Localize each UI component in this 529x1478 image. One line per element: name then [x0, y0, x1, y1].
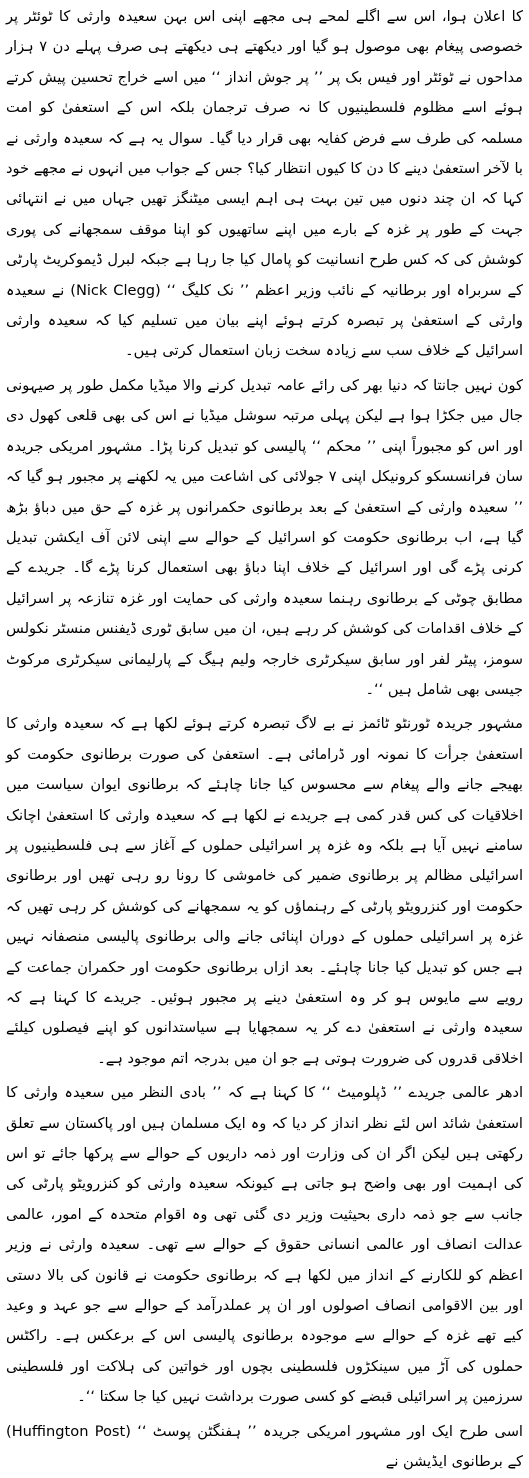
article-paragraph-4: ادھر عالمی جریدے ’’ ڈپلومیٹ ‘‘ کا کہنا ہے کہ ’’ بادی النظر میں سعیدہ وارثی کا استعفیٰ شائد اس لئے نظر انداز کر دیا کہ وہ ایک مسلمان ہیں اور پاکستان سے تعلق رکھتی ہیں لیکن اگر ان کی وزارت اور ذمہ داریوں کے حوالے سے پرکھا جائے تو اس کی اہمیت اور بھی واضح ہو جاتی ہے کیونکہ سعیدہ وارثی کو کنزرویٹو پارٹی کی جانب سے جو ذمہ داری بحیثیت وزیر دی گئی تھی وہ اقوام متحدہ کے امور، عالمی عدالت انصاف اور عالمی انسانی حقوق کے حوالے سے تھی۔ سعیدہ وارثی نے وزیر اعظم کو للکارنے کے انداز میں لکھا ہے کہ برطانوی حکومت نے قانون کی بالا دستی اور بین الاقوامی انصاف اصولوں اور ان پر عملدرآمد کے حوالے سے جو عہد و وعید کیے تھے غزہ کے حوالے سے موجودہ برطانوی پالیسی اس کے برعکس ہے۔ راکٹس حملوں کی آڑ میں سینکڑوں فلسطینی بچوں اور خواتین کی ہلاکت اور فلسطینی سرزمین پر اسرائیلی قبضے کو کسی صورت برداشت نہیں کیا جا سکتا ‘‘۔ [6, 1084, 523, 1406]
article-paragraph-2: کون نہیں جانتا کہ دنیا بھر کی رائے عامہ تبدیل کرنے والا میڈیا مکمل طور پر صیہونی جال میں جکڑا ہوا ہے لیکن پہلی مرتبہ سوشل میڈیا نے اس کی بھی قلعی کھول دی اور اس کو مجبوراً اپنی ’’ محکم ‘‘ پالیسی کو تبدیل کرنا پڑا۔ مشہور امریکی جریدہ سان فرانسسکو کرونیکل اپنی ۷ جولائی کی اشاعت میں یہ لکھنے پر مجبور ہو گیا کہ ’’ سعیدہ وارثی کے استعفیٰ کے بعد برطانوی حکمرانوں پر غزہ کے حق میں دباؤ بڑھ گیا ہے، اب برطانوی حکومت کو اسرائیل کے حوالے سے اپنی لائن آف ایکشن تبدیل کرنی پڑے گی اور اسرائیل کے خلاف اپنا دباؤ بھی استعمال کرنا پڑے گا۔ جریدے کے مطابق چوٹی کے برطانوی رہنما سعیدہ وارثی کی حمایت اور غزہ تنازعہ پر اسرائیل کے خلاف اقدامات کی کوشش کر رہے ہیں، ان میں سابق ٹوری ڈیفنس منسٹر نکولس سومز، پیٹر لفر اور سابق سیکرٹری خارجہ ولیم ہیگ کے پارلیمانی سیکرٹری مرکوٹ جیسی بھی شامل ہیں ‘‘۔ [6, 376, 523, 698]
article-paragraph-3: مشہور جریدہ ٹورنٹو ٹائمز نے بے لاگ تبصرہ کرتے ہوئے لکھا ہے کہ سعیدہ وارثی کا استعفیٰ جرأت کا نمونہ اور ڈرامائی ہے۔ استعفیٰ کی صورت برطانوی حکومت کو بھیجے جانے والے پیغام سے محسوس کیا جانا چاہئے کہ برطانوی ایوان سیاست میں اخلاقیات کی کس قدر کمی ہے جریدے نے لکھا ہے کہ سعیدہ وارثی کا استعفیٰ اچانک سامنے نہیں آیا ہے بلکہ وہ غزہ پر اسرائیلی حملوں کے آغاز سے ہی فلسطینیوں پر اسرائیلی مظالم پر برطانوی ضمیر کی خاموشی کا رونا رو رہی تھیں اور برطانوی حکومت اور کنزرویٹو پارٹی کے رہنماؤں کو یہ سمجھانے کی کوشش کر رہی تھیں کہ غزہ پر اسرائیلی حملوں کے دوران اپنائی جانے والی برطانوی پالیسی منصفانہ نہیں ہے جس کو تبدیل کیا جانا چاہئے۔ بعد ازاں برطانوی حکومت اور حکمران جماعت کے رویے سے مایوس ہو کر وہ استعفیٰ دینے پر مجبور ہوئیں۔ جریدے کا کہنا ہے کہ سعیدہ وارثی نے استعفیٰ دے کر یہ سمجھایا ہے سیاستدانوں کو اپنے فیصلوں کیلئے اخلاقی قدروں کی ضرورت ہوتی ہے جو ان میں بدرجہ اتم موجود ہے۔ [6, 715, 523, 1067]
article-paragraph-1: کا اعلان ہوا، اس سے اگلے لمحے ہی مجھے اپنی اس بہن سعیدہ وارثی کا ٹوئٹر پر خصوصی پیغام بھی موصول ہو گیا اور دیکھتے ہی دیکھتے ہی صرف پہلے دن ۷ ہزار مداحوں نے ٹوئٹر اور فیس بک پر ’’ پر جوش انداز ‘‘ میں اسے خراج تحسین پیش کرتے ہوئے اسے مظلوم فلسطینیوں کا نہ صرف ترجمان بلکہ اس کے استعفیٰ کو امت مسلمہ کی طرف سے فرض کفایہ بھی قرار دیا گیا۔ سوال یہ ہے کہ سعیدہ وارثی نے با لآخر استعفیٰ دینے کا دن کا کیوں انتظار کیا؟ جس کے جواب میں انہوں نے مجھے خود کہا کہ ان چند دنوں میں تین بہت ہی اہم ایسی میٹنگز تھیں جہاں میں نے انتہائی جہت کے طور پر غزہ کے بارے میں اپنے ساتھیوں کو اپنا موقف سمجھانے کی پوری کوشش کی کہ کس طرح انسانیت کو پامال کیا جا رہا ہے جبکہ لبرل ڈیموکریٹ پارٹی کے سربراہ اور برطانیہ کے نائب وزیر اعظم ’’ نک کلیگ ‘‘ (Nick Clegg) نے سعیدہ وارثی کے استعفیٰ پر تبصرہ کرتے ہوئے اپنے بیان میں تسلیم کیا کہ سعیدہ وارثی اسرائیل کے خلاف سب سے زیادہ سخت زبان استعمال کرتی ہیں۔ [6, 8, 523, 360]
article-paragraph-5: اسی طرح ایک اور مشہور امریکی جریدہ ’’ ہفنگٹن پوسٹ ‘‘ (Huffington Post) کے برطانوی ایڈیشن نے [6, 1422, 523, 1471]
